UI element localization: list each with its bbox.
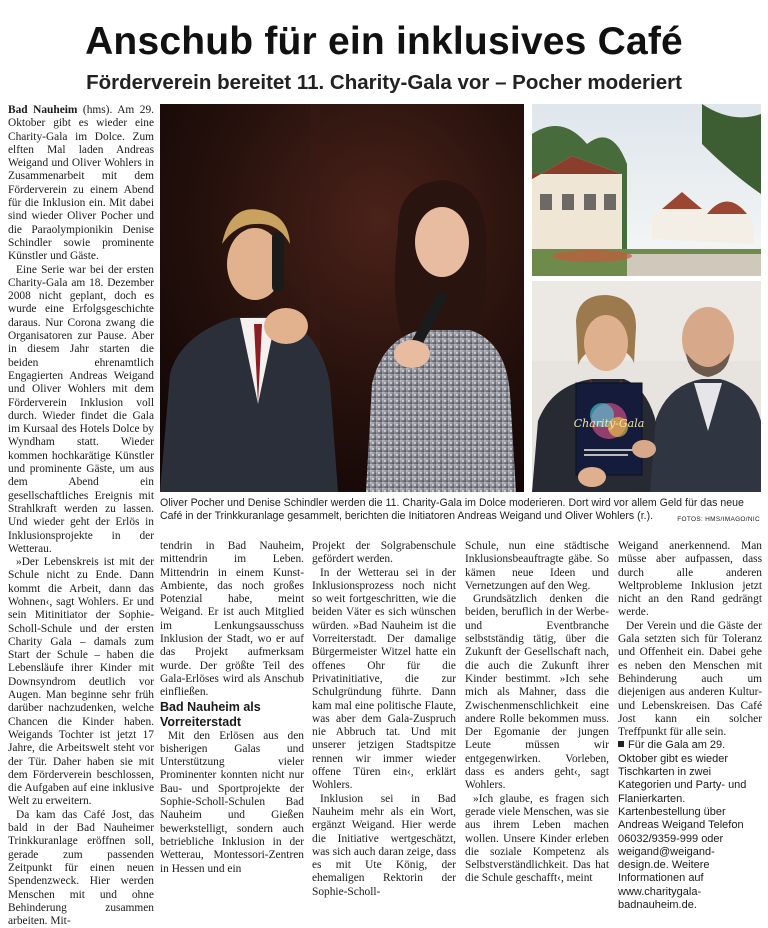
bullet-square-icon [618, 741, 624, 747]
building-illustration [532, 104, 761, 276]
building-photo [532, 104, 761, 276]
paragraph: tendrin in Bad Nauheim, mittendrin im Leben. Mittendrin in einem Kunst-Ambiente, das noch großes Potenzial habe, meint Weigand. Er ist auch Mitglied im Lenkungsausschuss Inklusion der Stadt, wo er auf das Projekt aufmerksam wurde. Der größte Teil des Gala-Erlöses wird als Anschub einfließen. [160, 540, 304, 699]
paragraph: Projekt der Solgrabenschule gefördert werden. [312, 540, 456, 566]
woman-dress [366, 330, 516, 492]
ticket-info-box [618, 739, 762, 912]
caption-text: Oliver Pocher und Denise Schindler werden die 11. Charity-Gala im Dolce moderieren. Dort wird vor allem Geld für das neue Café in der Trinkkuranlage gesammelt, berichten die Initiatoren Andreas Weigand und Oliver Wohlers (r.). [160, 497, 744, 522]
microphone-left [272, 232, 284, 292]
paragraph: »Ich glaube, es fragen sich gerade viele Menschen, was sie aus ihrem Leben machen wollen. Unsere Kinder erleben die soziale Kompetenz als Selbstverständlichkeit. Das hat die Schule geschafft‹, meint [465, 792, 609, 885]
byline: (hms). [77, 104, 118, 116]
main-photo [160, 104, 524, 492]
photo-caption [160, 497, 760, 526]
column-3 [312, 540, 456, 899]
lead-text: Am 29. Oktober gibt es wieder eine Charity-Gala im Dolce. Zum elften Mal laden Andreas Weigand und Oliver Wohlers in Zusammenarbeit mit dem Förderverein zu einem Abend für die Inklusion ein. Mit dabei sind wieder Oliver Pocher und die Paraolympionikin Denise Schindler sowie prominente Künstler und Gäste. [8, 104, 154, 263]
paragraph: Eine Serie war bei der ersten Charity-Gala am 18. Dezember 2008 nicht geplant, doch es wurde eine Erfolgsgeschichte daraus. Nur Corona zwang die Organisatoren zur Pause. Aber in diesem Jahr starten die beiden ehrenamtlich Engagierten Andreas Weigand und Oliver Wohlers mit dem Förderverein Inklusion voll durch. Wieder findet die Gala im Kursaal des Hotels Dolce by Wyndham statt. Wieder kommen hochkarätige Künstler und prominente Gäste, um aus dem Abend ein gesellschaftliches Ereignis mit Strahlkraft werden zu lassen. Und wieder geht der Erlös in Inklusionsprojekte in der Wetterau. [8, 263, 154, 555]
paragraph: Grundsätzlich denken die beiden, beruflich in der Werbe- und Eventbranche selbstständig tätig, über die Zukunft der Gesellschaft nach, die auch die Zukunft ihrer Kinder bestimmt. »Ich sehe mich als Mahner, dass die Zwischenmenschlichkeit eine andere Rolle bekommen muss. Der Egomanie der jungen Leute müssen wir entgegenwirken. Vorleben, dass es anders geht‹, sagt Wohlers. [465, 593, 609, 792]
subheadline: Förderverein bereitet 11. Charity-Gala vor – Pocher moderiert [86, 71, 682, 94]
left-man-face [584, 315, 628, 371]
photo-credit: FOTOS: HMS/IMAGO/NIC [677, 516, 760, 523]
woman-face [415, 207, 469, 277]
paragraph: Weigand anerkennend. Man müsse aber aufpassen, dass durch alle anderen Weltprobleme Inklusion jetzt nicht an den Rand gedrängt werde. [618, 540, 762, 619]
paragraph: Der Verein und die Gäste der Gala setzten sich für Toleranz und Offenheit ein. Dabei gehe es neben den Menschen mit Behinderung auch um diejenigen aus anderen Kultur- und Lebenskreisen. Das Café Jost kann ein solcher Treffpunkt für alle sein. [618, 619, 762, 739]
poster-title: Charity-Gala [573, 417, 645, 430]
column-5 [618, 540, 762, 912]
column-1 [8, 104, 154, 928]
lead-paragraph [8, 104, 154, 264]
initiators-photo [532, 281, 761, 492]
paragraph: Inklusion sei in Bad Nauheim mehr als ein Wort, ergänzt Weigand. Hier werde die Initiative wertgeschätzt, was sich auch daran zeige, dass es mit Ute König, der ehemaligen Rektorin der Sophie-Scholl- [312, 792, 456, 898]
paragraph: In der Wetterau sei in der Inklusionsprozess noch nicht so weit fortgeschritten, wie die beiden Väter es sich wünschen würden. »Bad Nauheim ist die Vorreiterstadt. Der damalige Bürgermeister Witzel hatte ein offenes Ohr für die Privatinitiative, die zur Schulgründung führte. Dann kam mal eine politische Flaute, was aber dem Gala-Zuspruch nie Abbruch tat. Und mit unserer jetzigen Stadtspitze rennen wir immer wieder offene Türen ein‹, erklärt Wohlers. [312, 566, 456, 792]
paragraph: Mit den Erlösen aus den bisherigen Galas und Unterstützung vieler Prominenter konnten nicht nur Bau- und Sportprojekte der Sophie-Scholl-Schulen Bad Nauheim und Gießen bewerkstelligt, sondern auch betriebliche Inklusion in der Wetterau, Montessori-Zentren in Hessen und ein [160, 729, 304, 875]
ticket-info-text: Für die Gala am 29. Oktober gibt es wieder Tischkarten in zwei Kategorien und Party- und Flanierkarten. Kartenbestellung über Andreas Weigand Telefon 06032/9359-999 oder weigand@weigand-design.de. Weitere Informationen auf www.charitygala-badnauheim.de. [618, 739, 747, 912]
paragraph: Schule, nun eine städtische Inklusionsbeauftragte gäbe. So kämen neue Ideen und Vernetzungen auf den Weg. [465, 540, 609, 592]
column-4 [465, 540, 609, 886]
stage-photo-illustration [160, 104, 524, 492]
dateline: Bad Nauheim [8, 104, 78, 116]
initiators-illustration [532, 281, 761, 492]
column-2 [160, 540, 304, 876]
headline: Anschub für ein inklusives Café [85, 20, 683, 63]
intertitle: Bad Nauheim als Vorreiterstadt [160, 699, 261, 729]
paragraph: Da kam das Café Jost, das bald in der Bad Nauheimer Trinkkuranlage eröffnen soll, gerade zum passenden Zeitpunkt für einen neuen Spendenzweck. Hier werden Menschen mit und ohne Behinderung zusammen arbeiten. Mit- [8, 808, 154, 928]
paragraph: »Der Lebenskreis ist mit der Schule nicht zu Ende. Dann kommt die Arbeit, dann das Wohnen‹, sagt Wohlers. Er und sein Mitinitiator der Sophie-Scholl-Schule und der ersten Charity Gala – damals zum Start der Schule – haben die Lebensläufe ihrer Kinder mit Downsyndrom deutlich vor Augen. Man beginne sehr früh darüber nachzudenken, welche Chancen die Kinder haben. Weigands Tochter ist jetzt 17 Jahre, die Arbeitswelt steht vor der Tür. Daher haben sie mit dem Förderverein beschlossen, die Aufgaben auf eine inklusive Welt zu erweitern. [8, 556, 154, 808]
